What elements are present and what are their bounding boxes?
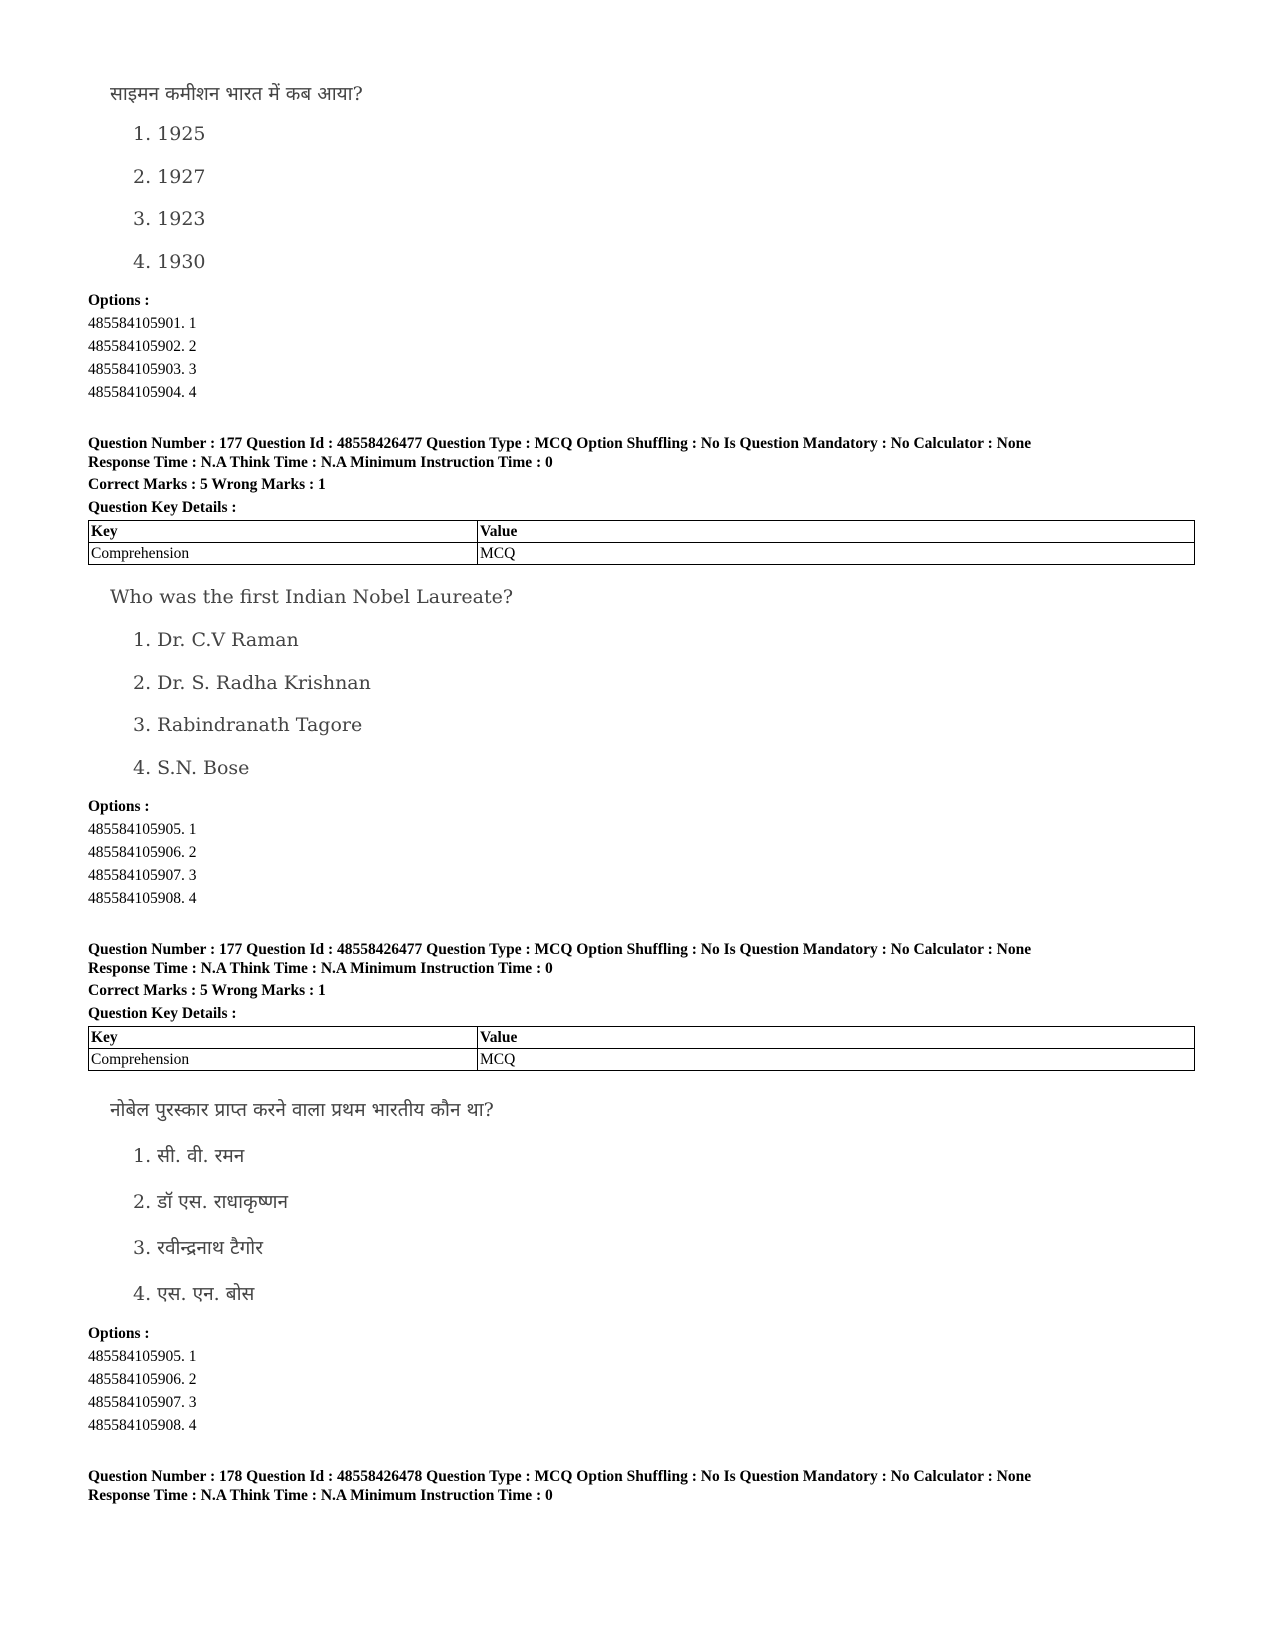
key-table bbox=[88, 520, 1195, 565]
question-meta-line2: Response Time : N.A Think Time : N.A Minimum Instruction Time : 0 bbox=[88, 1487, 553, 1504]
option-id: 485584105905. 1 bbox=[88, 821, 197, 838]
value-header: Value bbox=[478, 521, 1195, 543]
question-text: नोबेल पुरस्कार प्राप्त करने वाला प्रथम भारतीय कौन था? bbox=[110, 1099, 494, 1121]
marks-line: Correct Marks : 5 Wrong Marks : 1 bbox=[88, 982, 326, 999]
value-cell: MCQ bbox=[478, 543, 1195, 565]
options-label: Options : bbox=[88, 292, 150, 309]
question-option: 2. 1927 bbox=[133, 166, 206, 188]
option-id: 485584105904. 4 bbox=[88, 384, 197, 401]
options-label: Options : bbox=[88, 1325, 150, 1342]
options-label: Options : bbox=[88, 798, 150, 815]
question-meta-line2: Response Time : N.A Think Time : N.A Minimum Instruction Time : 0 bbox=[88, 454, 553, 471]
question-option: 4. S.N. Bose bbox=[133, 757, 250, 779]
option-id: 485584105908. 4 bbox=[88, 890, 197, 907]
value-header: Value bbox=[478, 1027, 1195, 1049]
key-header: Key bbox=[89, 521, 478, 543]
question-option: 1. सी. वी. रमन bbox=[133, 1145, 245, 1167]
question-meta-line2: Response Time : N.A Think Time : N.A Minimum Instruction Time : 0 bbox=[88, 960, 553, 977]
question-option: 1. 1925 bbox=[133, 123, 206, 145]
option-id: 485584105906. 2 bbox=[88, 844, 197, 861]
option-id: 485584105908. 4 bbox=[88, 1417, 197, 1434]
option-id: 485584105906. 2 bbox=[88, 1371, 197, 1388]
option-id: 485584105903. 3 bbox=[88, 361, 197, 378]
question-option: 4. एस. एन. बोस bbox=[133, 1283, 255, 1305]
option-id: 485584105902. 2 bbox=[88, 338, 197, 355]
question-meta-line1: Question Number : 178 Question Id : 48558426478 Question Type : MCQ Option Shuffling : No Is Question Mandatory : No Calculator : None bbox=[88, 1468, 1032, 1485]
key-cell: Comprehension bbox=[89, 543, 478, 565]
marks-line: Correct Marks : 5 Wrong Marks : 1 bbox=[88, 476, 326, 493]
option-id: 485584105901. 1 bbox=[88, 315, 197, 332]
key-cell: Comprehension bbox=[89, 1049, 478, 1071]
question-option: 2. Dr. S. Radha Krishnan bbox=[133, 672, 371, 694]
key-details-label: Question Key Details : bbox=[88, 1005, 237, 1022]
question-option: 3. Rabindranath Tagore bbox=[133, 714, 363, 736]
option-id: 485584105905. 1 bbox=[88, 1348, 197, 1365]
value-cell: MCQ bbox=[478, 1049, 1195, 1071]
option-id: 485584105907. 3 bbox=[88, 867, 197, 884]
question-option: 3. रवीन्द्रनाथ टैगोर bbox=[133, 1237, 263, 1259]
question-text: Who was the first Indian Nobel Laureate? bbox=[110, 586, 514, 608]
question-text: साइमन कमीशन भारत में कब आया? bbox=[110, 83, 363, 105]
question-option: 2. डॉ एस. राधाकृष्णन bbox=[133, 1191, 289, 1213]
question-option: 1. Dr. C.V Raman bbox=[133, 629, 299, 651]
key-details-label: Question Key Details : bbox=[88, 499, 237, 516]
question-meta-line1: Question Number : 177 Question Id : 48558426477 Question Type : MCQ Option Shuffling : No Is Question Mandatory : No Calculator : None bbox=[88, 435, 1032, 452]
question-option: 3. 1923 bbox=[133, 208, 206, 230]
option-id: 485584105907. 3 bbox=[88, 1394, 197, 1411]
question-option: 4. 1930 bbox=[133, 251, 206, 273]
question-meta-line1: Question Number : 177 Question Id : 48558426477 Question Type : MCQ Option Shuffling : No Is Question Mandatory : No Calculator : None bbox=[88, 941, 1032, 958]
key-table bbox=[88, 1026, 1195, 1071]
key-header: Key bbox=[89, 1027, 478, 1049]
